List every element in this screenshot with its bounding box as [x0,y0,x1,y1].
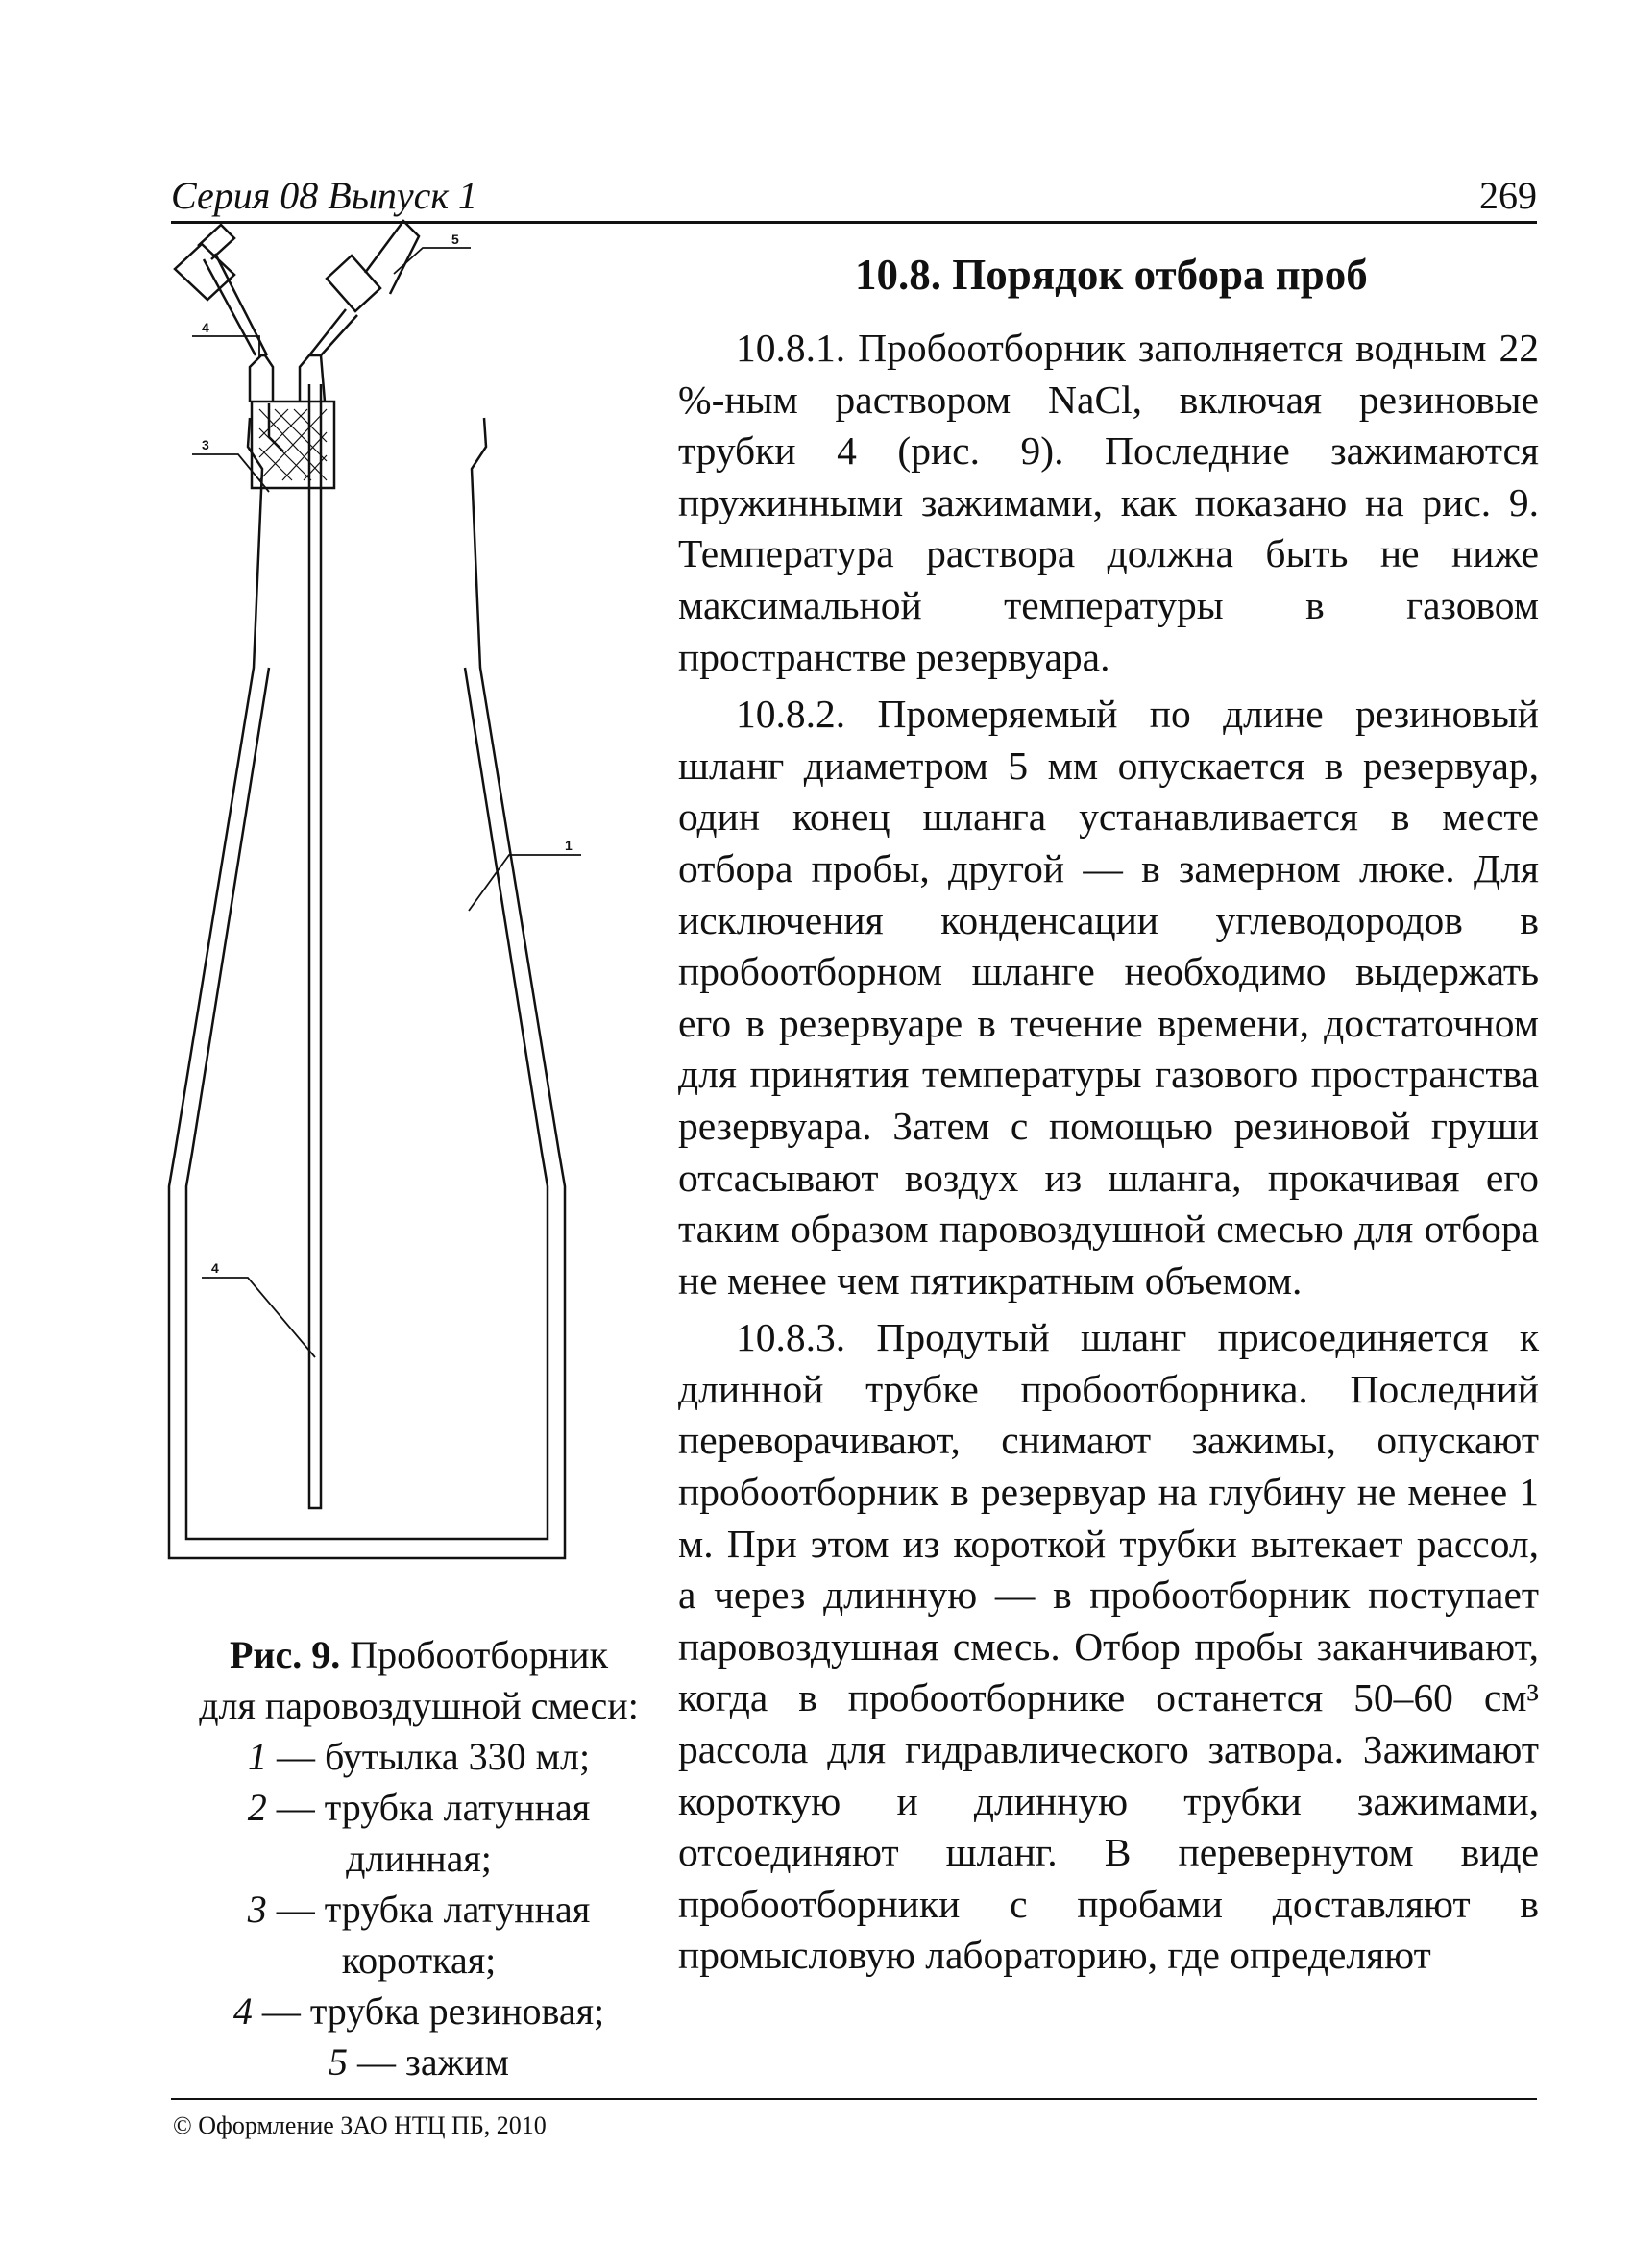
footer-copyright: © Оформление ЗАО НТЦ ПБ, 2010 [173,2111,547,2139]
bottle-outline [169,418,565,1558]
figure-title: Пробоотборник для паровоздушной смеси: [199,1633,639,1727]
callout-3: 3 [202,437,209,452]
caption-item: 3 — трубка латунная короткая; [247,1888,591,1982]
callout-leader-4b [202,1278,315,1357]
caption-item: 2 — трубка латунная длинная; [247,1786,591,1880]
caption-item: 5 — зажим [329,2040,509,2084]
long-tube [309,384,321,1508]
series-label: Серия 08 Выпуск 1 [171,174,478,217]
callout-leader-4a [192,336,259,357]
page-number: 269 [1479,174,1537,217]
sampler-drawing [192,232,634,1575]
paragraph-10-8-3: 10.8.3. Продутый шланг присоединяется к длинной трубке пробоотборника. Последний переворачивают, снимают зажимы, опускают пробоотборник в резервуар на глубину не менее 1 м. При этом из короткой трубки вытекает рассол, а через длинную — в пробоотборник поступает паровоздушная смесь. Отбор пробы заканчивают, когда в пробоотборнике останется 50–60 см³ рассола для гидравлического затвора. Зажимают короткую и длинную трубки зажимами, отсоединяют шланг. В перевернутом виде пробоотборники с пробами доставляют в промысловую лабораторию, где определяют [678,1315,1539,1978]
caption-item: 4 — трубка резиновая; [232,1989,605,2033]
figure-label: Рис. 9. [229,1633,341,1676]
callout-1: 1 [565,838,573,853]
rubber-tube-left [250,355,273,402]
rubber-tube-right-upper [309,309,357,355]
callout-5: 5 [451,232,459,247]
section-title: 10.8. Порядок отбора проб [855,251,1368,299]
sampler-figure [192,232,634,1575]
paragraph-10-8-2: 10.8.2. Промеряемый по длине резиновый шланг диаметром 5 мм опускается в резервуар, один конец шланга устанавливается в месте отбора пробы, другой — в замерном люке. Для исключения конденсации углеводородов в пробоотборном шланге необходимо выдержать его в резервуаре в течение времени, достаточном для принятия температуры газового пространства резервуара. Затем с помощью резиновой груши отсасывают воздух из шланга, прокачивая его таким образом паровоздушной смесью для отбора не менее чем пятикратным объемом. [678,692,1539,1303]
callout-4b: 4 [211,1260,219,1276]
running-header [171,171,1537,224]
rubber-tube-left-upper [204,254,267,355]
footer-rule [171,2098,1537,2100]
caption-item: 1 — бутылка 330 мл; [247,1735,591,1778]
callout-4a: 4 [202,320,209,335]
callout-leader-1 [469,855,581,911]
paragraph-10-8-1: 10.8.1. Пробоотборник заполняется водным 22 %-ным раствором NaCl, включая резиновые трубки 4 (рис. 9). Последние зажимаются пружинными зажимами, как показано на рис. 9. Температура раствора должна быть не ниже максимальной температуры в газовом пространстве резервуара. [678,326,1539,679]
figure-caption [198,1629,640,2087]
section-body [678,323,1539,1988]
bottle-inner-outline [186,668,548,1539]
clamp-left-handle [198,225,234,259]
